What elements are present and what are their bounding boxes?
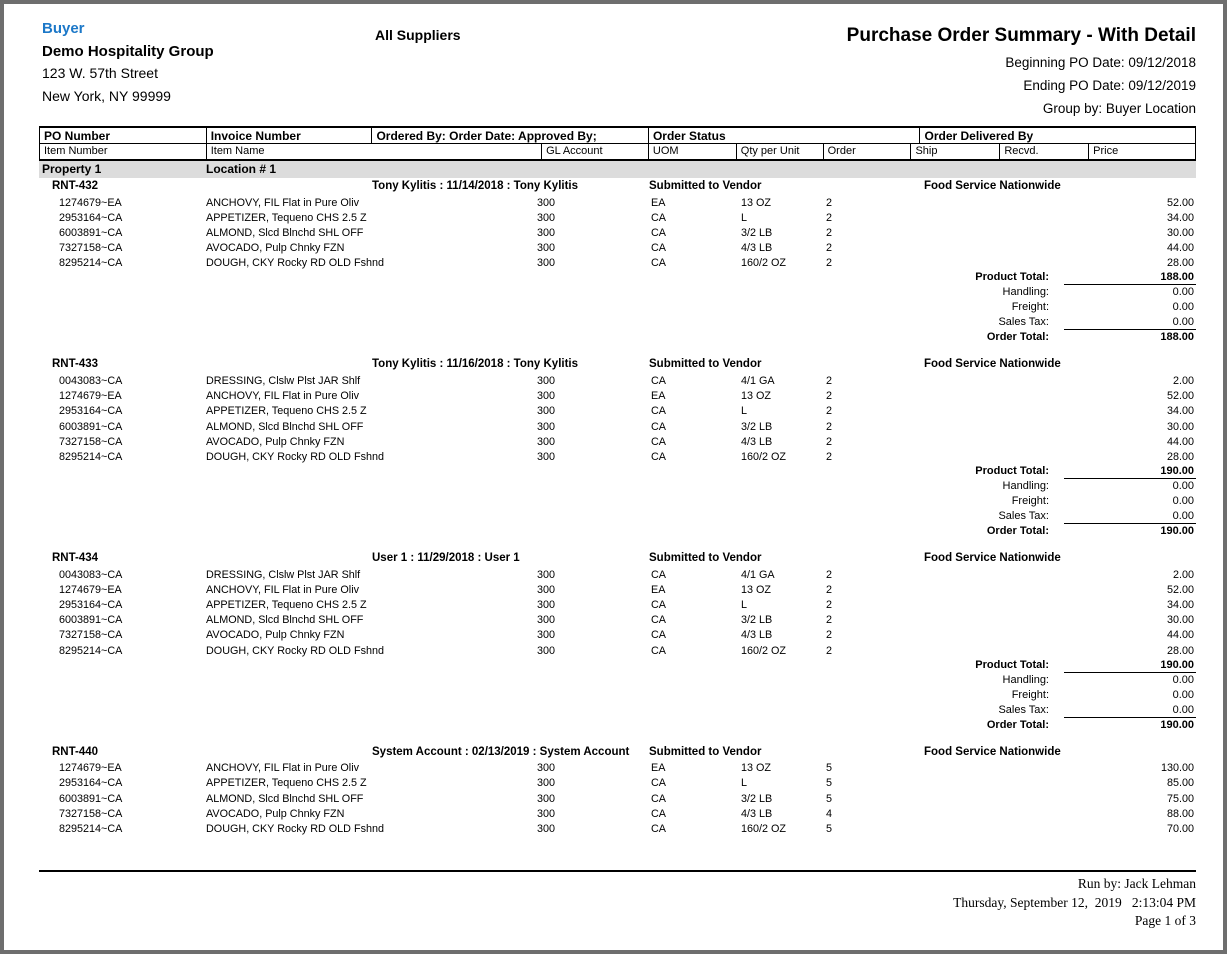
- price: 130.00: [1160, 762, 1194, 775]
- order-qty: 2: [826, 242, 833, 255]
- price: 30.00: [1166, 614, 1194, 627]
- item-name: DOUGH, CKY Rocky RD OLD Fshnd: [206, 644, 384, 657]
- order-qty: 2: [826, 211, 833, 224]
- qty-per-unit: 3/2 LB: [741, 614, 773, 627]
- item-number: 7327158~CA: [59, 807, 123, 820]
- uom: EA: [651, 196, 666, 209]
- item-name: ALMOND, Slcd Blnchd SHL OFF: [206, 226, 364, 239]
- buyer-address-line2: New York, NY 99999: [42, 87, 171, 104]
- item-name: DOUGH, CKY Rocky RD OLD Fshnd: [206, 257, 384, 270]
- item-name: ANCHOVY, FIL Flat in Pure Oliv: [206, 583, 360, 596]
- col-header-gl-account: GL Account: [542, 144, 649, 159]
- buyer-block: [42, 20, 214, 110]
- order-qty: 2: [826, 629, 833, 642]
- item-row: [39, 643, 1196, 658]
- sales-tax-value: 0.00: [1172, 316, 1194, 329]
- gl-account: 300: [537, 822, 556, 835]
- item-row: [39, 255, 1196, 270]
- qty-per-unit: 3/2 LB: [741, 226, 773, 239]
- item-name: AVOCADO, Pulp Chnky FZN: [206, 629, 345, 642]
- buyer-address-line1: 123 W. 57th Street: [42, 65, 158, 81]
- handling-row: [39, 479, 1196, 494]
- price: 75.00: [1166, 792, 1194, 805]
- gl-account: 300: [537, 374, 556, 387]
- uom: CA: [651, 598, 666, 611]
- qty-per-unit: 160/2 OZ: [741, 450, 787, 463]
- freight-label: Freight:: [1011, 301, 1049, 314]
- order-qty: 2: [826, 598, 833, 611]
- order-delivered-by: Food Service Nationwide: [924, 358, 1061, 371]
- order-delivered-by: Food Service Nationwide: [924, 180, 1061, 192]
- qty-per-unit: 160/2 OZ: [741, 822, 787, 835]
- order-total-value: 190.00: [1160, 525, 1194, 538]
- item-row: [39, 225, 1196, 240]
- order-qty: 5: [826, 762, 833, 775]
- col-header-recvd: Recvd.: [1000, 144, 1089, 159]
- price: 2.00: [1172, 374, 1194, 387]
- qty-per-unit: L: [741, 777, 748, 790]
- product-total-label: Product Total:: [975, 465, 1049, 478]
- col-header-invoice-number: Invoice Number: [207, 128, 373, 143]
- order-delivered-by: Food Service Nationwide: [924, 745, 1061, 758]
- item-number: 6003891~CA: [59, 226, 123, 239]
- qty-per-unit: 3/2 LB: [741, 792, 773, 805]
- freight-row: [39, 300, 1196, 315]
- handling-label: Handling:: [1002, 286, 1049, 299]
- product-total-value: 188.00: [1160, 271, 1194, 284]
- price: 2.00: [1172, 568, 1194, 581]
- price: 28.00: [1166, 257, 1194, 270]
- uom: CA: [651, 629, 666, 642]
- order-status: Submitted to Vendor: [649, 745, 762, 758]
- handling-value: 0.00: [1172, 480, 1194, 493]
- price: 30.00: [1166, 226, 1194, 239]
- gl-account: 300: [537, 435, 556, 448]
- item-row: [39, 434, 1196, 449]
- uom: EA: [651, 390, 666, 403]
- page-title: Purchase Order Summary - With Detail: [846, 25, 1196, 46]
- order-qty: 2: [826, 257, 833, 270]
- footer-page-number: Page 1 of 3: [1134, 913, 1196, 928]
- po-totals: [39, 658, 1196, 733]
- item-row: [39, 612, 1196, 627]
- uom: CA: [651, 242, 666, 255]
- sales-tax-row: [39, 703, 1196, 718]
- item-number: 2953164~CA: [59, 777, 123, 790]
- qty-per-unit: L: [741, 211, 748, 224]
- qty-per-unit: 4/1 GA: [741, 374, 775, 387]
- freight-label: Freight:: [1011, 495, 1049, 508]
- uom: CA: [651, 792, 666, 805]
- price: 88.00: [1166, 807, 1194, 820]
- order-qty: 5: [826, 822, 833, 835]
- product-total-value: 190.00: [1160, 658, 1194, 671]
- uom: CA: [651, 405, 666, 418]
- po-header-row: [39, 551, 1196, 567]
- col-header-ordered-by: Ordered By: Order Date: Approved By;: [372, 128, 649, 143]
- item-row: [39, 419, 1196, 434]
- item-name: ALMOND, Slcd Blnchd SHL OFF: [206, 420, 364, 433]
- order-qty: 2: [826, 583, 833, 596]
- item-number: 8295214~CA: [59, 450, 123, 463]
- freight-row: [39, 688, 1196, 703]
- item-number: 7327158~CA: [59, 242, 123, 255]
- uom: CA: [651, 435, 666, 448]
- qty-per-unit: 13 OZ: [741, 583, 772, 596]
- order-qty: 2: [826, 614, 833, 627]
- item-row: [39, 775, 1196, 790]
- item-name: DOUGH, CKY Rocky RD OLD Fshnd: [206, 450, 384, 463]
- po-number: RNT-440: [52, 745, 99, 758]
- handling-row: [39, 673, 1196, 688]
- price: 34.00: [1166, 405, 1194, 418]
- order-qty: 5: [826, 792, 833, 805]
- qty-per-unit: 3/2 LB: [741, 420, 773, 433]
- gl-account: 300: [537, 211, 556, 224]
- item-row: [39, 388, 1196, 403]
- item-row: [39, 567, 1196, 582]
- table-header-row-2: [39, 144, 1196, 161]
- item-rows: [39, 760, 1196, 836]
- qty-per-unit: 4/3 LB: [741, 807, 773, 820]
- sales-tax-value: 0.00: [1172, 703, 1194, 716]
- po-section: [39, 179, 1196, 345]
- supplier-scope: All Suppliers: [375, 27, 461, 43]
- col-header-qty-per-unit: Qty per Unit: [737, 144, 824, 159]
- po-section: [39, 551, 1196, 733]
- freight-value: 0.00: [1172, 688, 1194, 701]
- handling-value: 0.00: [1172, 673, 1194, 686]
- gl-account: 300: [537, 405, 556, 418]
- price: 34.00: [1166, 598, 1194, 611]
- qty-per-unit: 4/3 LB: [741, 629, 773, 642]
- item-name: ALMOND, Slcd Blnchd SHL OFF: [206, 614, 364, 627]
- item-name: APPETIZER, Tequeno CHS 2.5 Z: [206, 777, 367, 790]
- product-total-row: [39, 658, 1196, 673]
- order-total-row: [39, 524, 1196, 539]
- item-name: AVOCADO, Pulp Chnky FZN: [206, 807, 345, 820]
- col-header-item-number: Item Number: [40, 144, 207, 159]
- po-totals: [39, 464, 1196, 539]
- order-status: Submitted to Vendor: [649, 552, 762, 565]
- uom: CA: [651, 257, 666, 270]
- item-row: [39, 373, 1196, 388]
- qty-per-unit: 4/3 LB: [741, 435, 773, 448]
- qty-per-unit: 13 OZ: [741, 762, 772, 775]
- gl-account: 300: [537, 583, 556, 596]
- order-total-value: 190.00: [1160, 718, 1194, 731]
- order-qty: 2: [826, 644, 833, 657]
- sales-tax-value: 0.00: [1172, 510, 1194, 523]
- price: 44.00: [1166, 242, 1194, 255]
- order-qty: 2: [826, 420, 833, 433]
- item-row: [39, 806, 1196, 821]
- uom: CA: [651, 211, 666, 224]
- order-total-label: Order Total:: [986, 718, 1049, 731]
- qty-per-unit: 4/3 LB: [741, 242, 773, 255]
- item-number: 7327158~CA: [59, 435, 123, 448]
- price: 28.00: [1166, 450, 1194, 463]
- item-row: [39, 240, 1196, 255]
- item-number: 2953164~CA: [59, 211, 123, 224]
- product-total-label: Product Total:: [975, 658, 1049, 671]
- uom: CA: [651, 420, 666, 433]
- group-row: [39, 161, 1196, 178]
- item-name: APPETIZER, Tequeno CHS 2.5 Z: [206, 405, 367, 418]
- handling-value: 0.00: [1172, 286, 1194, 299]
- po-header-row: [39, 745, 1196, 761]
- handling-row: [39, 285, 1196, 300]
- gl-account: 300: [537, 450, 556, 463]
- item-row: [39, 449, 1196, 464]
- item-name: AVOCADO, Pulp Chnky FZN: [206, 435, 345, 448]
- col-header-order: Order: [824, 144, 912, 159]
- po-section: [39, 357, 1196, 539]
- order-delivered-by: Food Service Nationwide: [924, 552, 1061, 565]
- uom: EA: [651, 762, 666, 775]
- uom: EA: [651, 583, 666, 596]
- gl-account: 300: [537, 568, 556, 581]
- order-qty: 2: [826, 226, 833, 239]
- uom: CA: [651, 777, 666, 790]
- price: 52.00: [1166, 196, 1194, 209]
- footer-run-by: Run by: Jack Lehman: [1077, 876, 1196, 891]
- gl-account: 300: [537, 420, 556, 433]
- item-name: DRESSING, Clslw Plst JAR Shlf: [206, 568, 361, 581]
- order-qty: 2: [826, 435, 833, 448]
- qty-per-unit: 13 OZ: [741, 196, 772, 209]
- price: 28.00: [1166, 644, 1194, 657]
- product-total-value: 190.00: [1160, 465, 1194, 478]
- item-number: 2953164~CA: [59, 598, 123, 611]
- item-name: ANCHOVY, FIL Flat in Pure Oliv: [206, 390, 360, 403]
- gl-account: 300: [537, 762, 556, 775]
- ordered-by-order-date-approved-by: System Account : 02/13/2019 : System Account: [372, 745, 630, 758]
- gl-account: 300: [537, 257, 556, 270]
- item-row: [39, 597, 1196, 612]
- sales-tax-row: [39, 315, 1196, 330]
- po-number: RNT-433: [52, 358, 99, 371]
- item-row: [39, 627, 1196, 642]
- item-row: [39, 582, 1196, 597]
- gl-account: 300: [537, 196, 556, 209]
- gl-account: 300: [537, 644, 556, 657]
- order-total-row: [39, 330, 1196, 345]
- sales-tax-label: Sales Tax:: [998, 510, 1049, 523]
- item-row: [39, 403, 1196, 418]
- gl-account: 300: [537, 792, 556, 805]
- order-status: Submitted to Vendor: [649, 358, 762, 371]
- product-total-label: Product Total:: [975, 271, 1049, 284]
- handling-label: Handling:: [1002, 480, 1049, 493]
- gl-account: 300: [537, 777, 556, 790]
- item-rows: [39, 195, 1196, 271]
- uom: CA: [651, 644, 666, 657]
- col-header-order-delivered-by: Order Delivered By: [924, 129, 1034, 143]
- buyer-label: Buyer: [42, 20, 85, 37]
- gl-account: 300: [537, 390, 556, 403]
- item-number: 6003891~CA: [59, 420, 123, 433]
- footer-date-time: Thursday, September 12, 2019 2:13:04 PM: [953, 894, 1196, 910]
- buyer-name: Demo Hospitality Group: [42, 42, 214, 60]
- item-name: ANCHOVY, FIL Flat in Pure Oliv: [206, 762, 360, 775]
- order-total-label: Order Total:: [986, 525, 1049, 538]
- qty-per-unit: L: [741, 405, 748, 418]
- po-number: RNT-432: [52, 180, 99, 192]
- group-location: Location # 1: [206, 162, 277, 176]
- product-total-row: [39, 270, 1196, 285]
- order-total-row: [39, 718, 1196, 733]
- order-qty: 2: [826, 405, 833, 418]
- order-qty: 2: [826, 568, 833, 581]
- uom: CA: [651, 614, 666, 627]
- freight-value: 0.00: [1172, 301, 1194, 314]
- item-number: 8295214~CA: [59, 257, 123, 270]
- qty-per-unit: 13 OZ: [741, 390, 772, 403]
- order-qty: 2: [826, 390, 833, 403]
- uom: CA: [651, 374, 666, 387]
- item-rows: [39, 567, 1196, 658]
- price: 52.00: [1166, 390, 1194, 403]
- col-header-order-status: Order Status: [649, 128, 921, 143]
- order-status: Submitted to Vendor: [649, 180, 762, 192]
- item-name: AVOCADO, Pulp Chnky FZN: [206, 242, 345, 255]
- sales-tax-row: [39, 509, 1196, 524]
- item-name: ANCHOVY, FIL Flat in Pure Oliv: [206, 196, 360, 209]
- item-row: [39, 210, 1196, 225]
- price: 34.00: [1166, 211, 1194, 224]
- po-header-row: [39, 357, 1196, 373]
- footer-divider: [39, 870, 1196, 872]
- ordered-by-order-date-approved-by: User 1 : 11/29/2018 : User 1: [372, 552, 520, 565]
- freight-row: [39, 494, 1196, 509]
- ending-po-date: Ending PO Date: 09/12/2019: [1023, 77, 1196, 93]
- col-header-uom: UOM: [649, 144, 737, 159]
- item-name: ALMOND, Slcd Blnchd SHL OFF: [206, 792, 364, 805]
- item-name: DOUGH, CKY Rocky RD OLD Fshnd: [206, 822, 384, 835]
- item-name: APPETIZER, Tequeno CHS 2.5 Z: [206, 211, 367, 224]
- item-number: 1274679~EA: [59, 196, 122, 209]
- col-header-item-name: Item Name: [207, 144, 542, 159]
- price: 44.00: [1166, 435, 1194, 448]
- ordered-by-order-date-approved-by: Tony Kylitis : 11/14/2018 : Tony Kylitis: [372, 180, 579, 192]
- gl-account: 300: [537, 629, 556, 642]
- handling-label: Handling:: [1002, 673, 1049, 686]
- item-number: 1274679~EA: [59, 762, 122, 775]
- item-number: 6003891~CA: [59, 792, 123, 805]
- order-qty: 2: [826, 450, 833, 463]
- ordered-by-order-date-approved-by: Tony Kylitis : 11/16/2018 : Tony Kylitis: [372, 358, 579, 371]
- group-by: Group by: Buyer Location: [1042, 100, 1196, 116]
- uom: CA: [651, 822, 666, 835]
- footer: [953, 875, 1196, 931]
- price: 30.00: [1166, 420, 1194, 433]
- qty-per-unit: 160/2 OZ: [741, 257, 787, 270]
- freight-label: Freight:: [1011, 688, 1049, 701]
- uom: CA: [651, 450, 666, 463]
- price: 85.00: [1166, 777, 1194, 790]
- item-number: 0043083~CA: [59, 568, 123, 581]
- order-qty: 2: [826, 374, 833, 387]
- col-header-price: Price: [1093, 145, 1119, 157]
- col-header-ship: Ship: [911, 144, 1000, 159]
- product-total-row: [39, 464, 1196, 479]
- uom: CA: [651, 807, 666, 820]
- po-totals: [39, 270, 1196, 345]
- price: 70.00: [1166, 822, 1194, 835]
- col-header-po-number: PO Number: [40, 128, 207, 143]
- item-row: [39, 821, 1196, 836]
- order-total-label: Order Total:: [986, 331, 1049, 344]
- gl-account: 300: [537, 598, 556, 611]
- item-row: [39, 195, 1196, 210]
- item-number: 2953164~CA: [59, 405, 123, 418]
- order-qty: 4: [826, 807, 833, 820]
- gl-account: 300: [537, 807, 556, 820]
- item-row: [39, 791, 1196, 806]
- item-number: 6003891~CA: [59, 614, 123, 627]
- order-total-value: 188.00: [1160, 331, 1194, 344]
- item-name: APPETIZER, Tequeno CHS 2.5 Z: [206, 598, 367, 611]
- item-number: 8295214~CA: [59, 644, 123, 657]
- order-qty: 2: [826, 196, 833, 209]
- qty-per-unit: 4/1 GA: [741, 568, 775, 581]
- item-row: [39, 760, 1196, 775]
- item-number: 0043083~CA: [59, 374, 123, 387]
- gl-account: 300: [537, 242, 556, 255]
- report-sheet: [39, 4, 1196, 950]
- item-number: 1274679~EA: [59, 583, 122, 596]
- group-property: Property 1: [42, 162, 102, 176]
- uom: CA: [651, 568, 666, 581]
- item-number: 8295214~CA: [59, 822, 123, 835]
- sales-tax-label: Sales Tax:: [998, 703, 1049, 716]
- item-rows: [39, 373, 1196, 464]
- gl-account: 300: [537, 614, 556, 627]
- uom: CA: [651, 226, 666, 239]
- price: 44.00: [1166, 629, 1194, 642]
- po-sections: [39, 179, 1196, 836]
- order-qty: 5: [826, 777, 833, 790]
- item-name: DRESSING, Clslw Plst JAR Shlf: [206, 374, 361, 387]
- sales-tax-label: Sales Tax:: [998, 316, 1049, 329]
- qty-per-unit: L: [741, 598, 748, 611]
- qty-per-unit: 160/2 OZ: [741, 644, 787, 657]
- po-section: [39, 745, 1196, 836]
- po-number: RNT-434: [52, 552, 99, 565]
- po-table: [39, 126, 1196, 836]
- freight-value: 0.00: [1172, 495, 1194, 508]
- po-header-row: [39, 179, 1196, 195]
- price: 52.00: [1166, 583, 1194, 596]
- beginning-po-date: Beginning PO Date: 09/12/2018: [1005, 55, 1196, 70]
- table-header-row-1: [39, 126, 1196, 144]
- item-number: 1274679~EA: [59, 390, 122, 403]
- title-block: [847, 25, 1196, 120]
- item-number: 7327158~CA: [59, 629, 123, 642]
- gl-account: 300: [537, 226, 556, 239]
